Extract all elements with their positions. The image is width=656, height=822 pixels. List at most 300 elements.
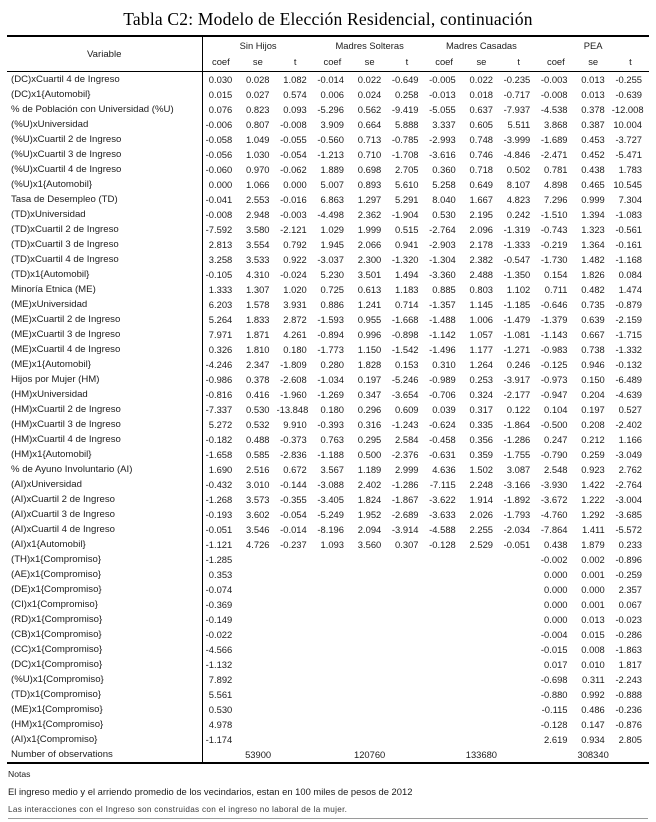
value-cell: 1.177 — [469, 344, 494, 355]
table-row — [7, 432, 649, 447]
value-cell: 1.364 — [581, 239, 605, 250]
value-cell — [388, 582, 425, 597]
value-cell: -0.947 — [540, 389, 568, 400]
value-cell: 6.863 — [320, 194, 344, 205]
value-cell: -0.002 — [540, 554, 568, 565]
value-cell: -0.624 — [429, 419, 456, 430]
table-row — [7, 732, 649, 747]
value-cell: 2.066 — [357, 239, 382, 250]
variable-label: Tasa de Desempleo (TD) — [7, 192, 202, 207]
value-cell: 0.672 — [283, 464, 307, 475]
group-header-sin-hijos: Sin Hijos — [239, 40, 277, 51]
value-cell: -2.121 — [280, 224, 307, 235]
variable-label: Minoría Etnica (ME) — [7, 282, 202, 297]
value-cell: -1.715 — [615, 329, 643, 340]
value-cell: 0.438 — [581, 164, 605, 175]
table-row — [7, 582, 649, 597]
value-cell — [239, 597, 276, 612]
value-cell: 0.710 — [357, 149, 382, 160]
table-row — [7, 177, 649, 192]
value-cell: 1.030 — [246, 149, 270, 160]
table-row — [7, 717, 649, 732]
value-cell: -9.419 — [391, 104, 419, 115]
table-row — [7, 87, 649, 102]
variable-label: (HM)xCuartil 2 de Ingreso — [7, 402, 202, 417]
value-cell: -0.785 — [391, 134, 419, 145]
value-cell: -0.132 — [615, 359, 643, 370]
value-cell: -0.023 — [615, 614, 643, 625]
value-cell: 0.022 — [469, 74, 494, 85]
value-cell: -1.271 — [503, 344, 531, 355]
value-cell: -4.639 — [615, 389, 643, 400]
value-cell: 3.573 — [246, 494, 270, 505]
value-cell — [500, 627, 537, 642]
value-cell — [388, 702, 425, 717]
value-cell: 0.562 — [357, 104, 382, 115]
value-cell: 0.326 — [208, 344, 233, 355]
value-cell — [314, 612, 351, 627]
variable-label: (%U)xCuartil 3 de Ingreso — [7, 147, 202, 162]
value-cell — [314, 657, 351, 672]
value-cell: -0.876 — [615, 719, 643, 730]
value-cell: 7.296 — [544, 194, 568, 205]
value-cell — [388, 717, 425, 732]
value-cell: -0.014 — [317, 74, 344, 85]
value-cell: -1.269 — [317, 389, 344, 400]
value-cell — [239, 702, 276, 717]
value-cell: 0.208 — [581, 419, 605, 430]
variable-label: (DC)xCuartil 4 de Ingreso — [7, 72, 202, 88]
notes-section — [8, 769, 648, 819]
value-cell: 0.280 — [320, 359, 344, 370]
value-cell: 7.304 — [618, 194, 643, 205]
value-cell — [314, 672, 351, 687]
value-cell: 0.316 — [357, 419, 382, 430]
value-cell: 0.253 — [469, 374, 494, 385]
value-cell: -1.081 — [503, 329, 531, 340]
value-cell: 4.310 — [246, 269, 270, 280]
value-cell — [277, 672, 314, 687]
value-cell — [463, 597, 500, 612]
value-cell — [239, 552, 276, 567]
value-cell — [388, 552, 425, 567]
value-cell: 0.530 — [208, 704, 233, 715]
value-cell: 2.805 — [618, 734, 643, 745]
note-line-2: Las interacciones con el Ingreso son construidas con el ingreso no laboral de la mujer. — [8, 805, 648, 819]
observations-madres-solteras: 120760 — [353, 749, 386, 760]
value-cell: 0.530 — [246, 404, 270, 415]
value-cell: -3.685 — [615, 509, 643, 520]
value-cell: -2.243 — [615, 674, 643, 685]
value-cell: -3.914 — [391, 524, 419, 535]
value-cell: -5.249 — [317, 509, 344, 520]
table-row — [7, 417, 649, 432]
value-cell: 2.529 — [469, 539, 494, 550]
value-cell: 0.698 — [357, 164, 382, 175]
value-cell: 5.291 — [395, 194, 419, 205]
value-cell: 2.516 — [246, 464, 270, 475]
value-cell: 0.001 — [581, 569, 605, 580]
value-cell: 0.941 — [395, 239, 419, 250]
value-cell: 1.323 — [581, 224, 605, 235]
table-row — [7, 207, 649, 222]
value-cell: 0.378 — [246, 374, 270, 385]
value-cell: -1.333 — [503, 239, 531, 250]
value-cell: -0.432 — [205, 479, 233, 490]
variable-label: (TH)x1{Compromiso} — [7, 552, 202, 567]
value-cell: -1.863 — [615, 644, 643, 655]
value-cell: 0.923 — [581, 464, 605, 475]
table-row — [7, 657, 649, 672]
value-cell — [463, 552, 500, 567]
value-cell: 0.002 — [581, 554, 605, 565]
value-cell: -0.193 — [205, 509, 233, 520]
value-cell: 0.792 — [283, 239, 307, 250]
value-cell — [277, 732, 314, 747]
table-row — [7, 447, 649, 462]
value-cell: 1.952 — [357, 509, 382, 520]
value-cell: -0.879 — [615, 299, 643, 310]
value-cell: 4.823 — [506, 194, 531, 205]
value-cell: 0.246 — [506, 359, 531, 370]
value-cell: 1.502 — [469, 464, 494, 475]
value-cell: 0.500 — [357, 449, 382, 460]
value-cell: -2.402 — [615, 419, 643, 430]
value-cell: -1.488 — [429, 314, 456, 325]
value-cell: -0.125 — [540, 359, 568, 370]
value-cell: 0.000 — [283, 179, 307, 190]
value-cell — [426, 687, 463, 702]
value-cell: -1.960 — [280, 389, 307, 400]
value-cell: -1.904 — [391, 209, 419, 220]
value-cell: -1.320 — [391, 254, 419, 265]
value-cell — [314, 582, 351, 597]
value-cell: 0.387 — [581, 119, 605, 130]
table-row — [7, 462, 649, 477]
value-cell: 0.347 — [357, 389, 382, 400]
value-cell: -0.393 — [317, 419, 344, 430]
value-cell: 0.006 — [320, 89, 344, 100]
subheader-t: t — [517, 56, 520, 67]
notes-heading: Notas — [8, 769, 31, 779]
value-cell: -1.892 — [503, 494, 531, 505]
value-cell — [463, 732, 500, 747]
value-cell: 3.546 — [246, 524, 270, 535]
value-cell: 3.580 — [246, 224, 270, 235]
value-cell: -0.743 — [540, 224, 568, 235]
table-row — [7, 222, 649, 237]
value-cell: -1.867 — [391, 494, 419, 505]
value-cell: 2.813 — [208, 239, 233, 250]
variable-label: (DC)x1{Compromiso} — [7, 657, 202, 672]
value-cell — [388, 612, 425, 627]
value-cell: -2.376 — [391, 449, 419, 460]
value-cell: 1.241 — [357, 299, 382, 310]
value-cell: -3.672 — [540, 494, 568, 505]
value-cell: 2.548 — [544, 464, 568, 475]
value-cell — [277, 552, 314, 567]
observations-pea: 308340 — [577, 749, 609, 760]
value-cell: 0.955 — [357, 314, 382, 325]
value-cell: 0.154 — [544, 269, 568, 280]
value-cell: 1.810 — [246, 344, 270, 355]
value-cell: 0.197 — [581, 404, 605, 415]
value-cell — [351, 627, 388, 642]
value-cell: 0.970 — [246, 164, 270, 175]
value-cell: 5.264 — [208, 314, 233, 325]
value-cell: -7.864 — [540, 524, 568, 535]
value-cell: 1.817 — [618, 659, 643, 670]
table-row — [7, 687, 649, 702]
value-cell: 0.000 — [544, 599, 568, 610]
value-cell: 10.004 — [613, 119, 643, 130]
group-header-madres-solteras: Madres Solteras — [335, 40, 404, 51]
value-cell: 0.013 — [581, 89, 605, 100]
value-cell: -1.755 — [503, 449, 531, 460]
value-cell: 2.584 — [395, 434, 419, 445]
value-cell — [388, 642, 425, 657]
value-cell: 2.948 — [246, 209, 270, 220]
value-cell: 0.465 — [581, 179, 605, 190]
value-cell: 5.258 — [432, 179, 456, 190]
value-cell: -0.286 — [615, 629, 643, 640]
value-cell: 0.010 — [581, 659, 605, 670]
value-cell — [351, 717, 388, 732]
variable-label: (TD)x1{Compromiso} — [7, 687, 202, 702]
value-cell: -1.350 — [503, 269, 531, 280]
value-cell: -1.034 — [317, 374, 344, 385]
value-cell: 3.554 — [246, 239, 270, 250]
value-cell — [351, 702, 388, 717]
value-cell: -0.355 — [280, 494, 307, 505]
table-row — [7, 282, 649, 297]
value-cell: -3.930 — [540, 479, 568, 490]
value-cell: -1.286 — [503, 434, 531, 445]
value-cell: 0.532 — [246, 419, 270, 430]
value-cell — [500, 732, 537, 747]
table-row — [7, 627, 649, 642]
value-cell: -1.174 — [205, 734, 233, 745]
value-cell: 0.438 — [544, 539, 568, 550]
value-cell: 0.180 — [283, 344, 307, 355]
value-cell: -2.764 — [615, 479, 643, 490]
value-cell: 1.020 — [283, 284, 307, 295]
value-cell: -3.999 — [503, 134, 531, 145]
value-cell — [277, 597, 314, 612]
observations-sin-hijos: 53900 — [245, 749, 272, 760]
table-row — [7, 312, 649, 327]
value-cell: 0.013 — [581, 614, 605, 625]
value-cell: 5.230 — [320, 269, 344, 280]
value-cell: -2.471 — [540, 149, 568, 160]
value-cell: 9.910 — [283, 419, 307, 430]
value-cell: 0.893 — [357, 179, 382, 190]
value-cell: 0.028 — [246, 74, 270, 85]
value-cell: -4.498 — [317, 209, 344, 220]
value-cell — [351, 567, 388, 582]
value-cell: -1.268 — [205, 494, 233, 505]
value-cell — [426, 702, 463, 717]
value-cell — [351, 552, 388, 567]
value-cell: 0.502 — [506, 164, 531, 175]
value-cell — [463, 567, 500, 582]
value-cell: 0.718 — [469, 164, 494, 175]
value-cell: 3.087 — [506, 464, 531, 475]
value-cell — [239, 687, 276, 702]
value-cell: 1.183 — [395, 284, 419, 295]
value-cell: -6.489 — [615, 374, 643, 385]
value-cell: -0.237 — [280, 539, 307, 550]
value-cell: 3.258 — [208, 254, 233, 265]
value-cell: 7.971 — [208, 329, 233, 340]
value-cell: 3.501 — [357, 269, 382, 280]
value-cell: -3.004 — [615, 494, 643, 505]
variable-label: (HM)xCuartil 3 de Ingreso — [7, 417, 202, 432]
value-cell: -0.015 — [540, 644, 568, 655]
value-cell: -1.213 — [317, 149, 344, 160]
value-cell: 0.664 — [357, 119, 382, 130]
value-cell — [463, 612, 500, 627]
value-cell: -0.051 — [205, 524, 233, 535]
variable-label: (AE)x1{Compromiso} — [7, 567, 202, 582]
value-cell: -0.062 — [280, 164, 307, 175]
value-cell — [277, 702, 314, 717]
variable-label: (HM)x1{Automobil} — [7, 447, 202, 462]
value-cell: -0.074 — [205, 584, 233, 595]
variable-label: (TD)xCuartil 3 de Ingreso — [7, 237, 202, 252]
value-cell: 1.264 — [469, 359, 494, 370]
value-cell: 0.714 — [395, 299, 419, 310]
table-row — [7, 357, 649, 372]
value-cell: 4.636 — [432, 464, 456, 475]
value-cell: -1.510 — [540, 209, 568, 220]
value-cell: -1.083 — [615, 209, 643, 220]
value-cell: 0.153 — [395, 359, 419, 370]
value-cell: -5.572 — [615, 524, 643, 535]
value-cell: 1.422 — [581, 479, 605, 490]
value-cell: 0.807 — [246, 119, 270, 130]
table-row — [7, 387, 649, 402]
value-cell: 0.823 — [246, 104, 270, 115]
value-cell: 0.008 — [581, 644, 605, 655]
value-cell — [351, 657, 388, 672]
variable-label: (ME)xCuartil 2 de Ingreso — [7, 312, 202, 327]
value-cell: 2.357 — [618, 584, 643, 595]
variable-label: (HM)xCuartil 4 de Ingreso — [7, 432, 202, 447]
variable-label: (AI)xCuartil 3 de Ingreso — [7, 507, 202, 522]
value-cell — [388, 627, 425, 642]
value-cell: -0.054 — [280, 509, 307, 520]
value-cell: 0.452 — [581, 149, 605, 160]
value-cell — [388, 567, 425, 582]
value-cell — [500, 582, 537, 597]
value-cell: -0.639 — [615, 89, 643, 100]
value-cell: -5.471 — [615, 149, 643, 160]
value-cell — [277, 627, 314, 642]
value-cell: -0.055 — [280, 134, 307, 145]
value-cell: 3.010 — [246, 479, 270, 490]
variable-label: (AI)xCuartil 4 de Ingreso — [7, 522, 202, 537]
value-cell: -0.560 — [317, 134, 344, 145]
table-row — [7, 507, 649, 522]
value-cell: 0.018 — [469, 89, 494, 100]
table-row — [7, 132, 649, 147]
table-footer — [7, 747, 649, 763]
value-cell: 1.082 — [283, 74, 307, 85]
value-cell: -0.105 — [205, 269, 233, 280]
value-cell: 3.337 — [432, 119, 456, 130]
value-cell: 4.726 — [246, 539, 270, 550]
subheader-coef: coef — [547, 56, 565, 67]
value-cell: -1.773 — [317, 344, 344, 355]
value-cell: 0.296 — [357, 404, 382, 415]
value-cell: 0.482 — [581, 284, 605, 295]
value-cell: 0.104 — [544, 404, 568, 415]
value-cell: 0.310 — [432, 359, 456, 370]
variable-label: (TD)x1{Automobil} — [7, 267, 202, 282]
value-cell — [426, 657, 463, 672]
variable-label: (CI)x1{Compromiso} — [7, 597, 202, 612]
value-cell: 0.000 — [544, 569, 568, 580]
variable-label: (HM)x1{Compromiso} — [7, 717, 202, 732]
value-cell: 0.359 — [469, 449, 494, 460]
variable-label: (%U)xCuartil 4 de Ingreso — [7, 162, 202, 177]
value-cell: -0.649 — [391, 74, 419, 85]
value-cell: -1.142 — [429, 329, 456, 340]
value-cell: -0.182 — [205, 434, 233, 445]
value-cell — [388, 597, 425, 612]
value-cell: 1.333 — [208, 284, 233, 295]
value-cell — [277, 657, 314, 672]
value-cell: 4.898 — [544, 179, 568, 190]
value-cell: 1.482 — [581, 254, 605, 265]
value-cell: -0.058 — [205, 134, 233, 145]
value-cell: -0.896 — [615, 554, 643, 565]
value-cell: -0.880 — [540, 689, 568, 700]
value-cell: 0.015 — [208, 89, 233, 100]
value-cell: -0.986 — [205, 374, 233, 385]
value-cell — [277, 687, 314, 702]
value-cell: 0.212 — [581, 434, 605, 445]
observations-row — [7, 747, 649, 763]
value-cell — [426, 672, 463, 687]
value-cell: -7.337 — [205, 404, 233, 415]
value-cell: -0.500 — [540, 419, 568, 430]
value-cell: -0.003 — [280, 209, 307, 220]
value-cell: 0.488 — [246, 434, 270, 445]
value-cell — [426, 717, 463, 732]
variable-label: (ME)xCuartil 3 de Ingreso — [7, 327, 202, 342]
value-cell: -1.809 — [280, 359, 307, 370]
subheader-se: se — [364, 56, 375, 67]
value-cell: 2.488 — [469, 269, 494, 280]
value-cell: -0.790 — [540, 449, 568, 460]
value-cell — [463, 657, 500, 672]
value-cell: -1.593 — [317, 314, 344, 325]
variable-label: (RD)x1{Compromiso} — [7, 612, 202, 627]
value-cell — [500, 687, 537, 702]
value-cell: -0.161 — [615, 239, 643, 250]
value-cell: -1.185 — [503, 299, 531, 310]
value-cell: 1.093 — [320, 539, 344, 550]
value-cell: -0.717 — [503, 89, 531, 100]
table-row — [7, 147, 649, 162]
value-cell: 0.197 — [357, 374, 382, 385]
value-cell: 4.261 — [283, 329, 307, 340]
table-row — [7, 117, 649, 132]
value-cell: -0.006 — [205, 119, 233, 130]
value-cell — [314, 717, 351, 732]
